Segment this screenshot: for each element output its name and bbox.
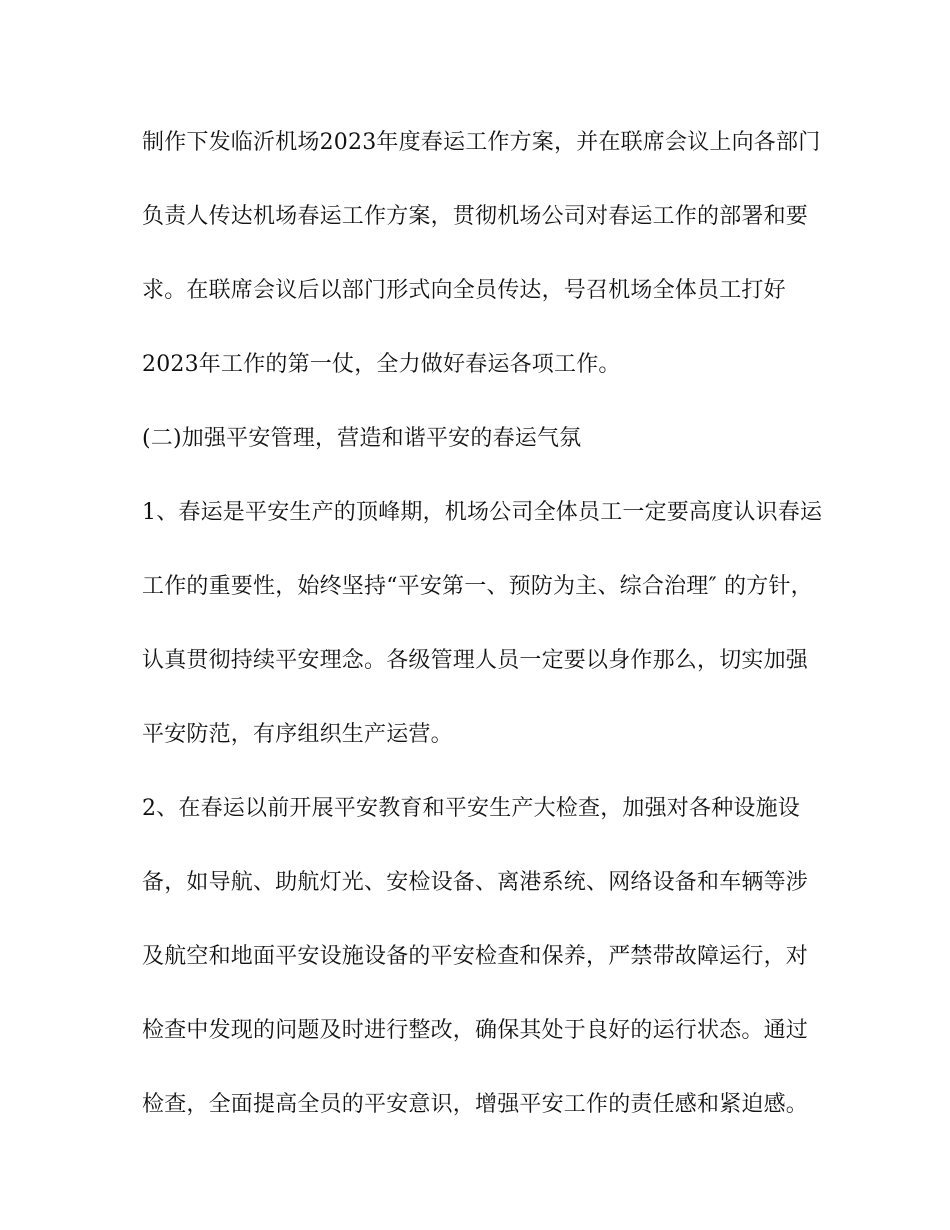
text-line: 制作下发临沂机场2023年度春运工作方案，并在联席会议上向各部门 <box>142 130 821 155</box>
text-line: 平安防范，有序组织生产运营。 <box>142 722 453 747</box>
text-line: 2023年工作的第一仗，全力做好春运各项工作。 <box>142 352 621 377</box>
text-line: 负责人传达机场春运工作方案，贯彻机场公司对春运工作的部署和要 <box>142 204 809 229</box>
text-line: 备，如导航、助航灯光、安检设备、离港系统、网络设备和车辆等涉 <box>142 870 809 895</box>
text-line: 求。在联席会议后以部门形式向全员传达，号召机场全体员工打好 <box>142 278 786 303</box>
text-line: 及航空和地面平安设施设备的平安检查和保养，严禁带故障运行，对 <box>142 944 809 969</box>
text-line: 检查，全面提高全员的平安意识，增强平安工作的责任感和紧迫感。 <box>142 1092 809 1117</box>
text-line: 认真贯彻持续平安理念。各级管理人员一定要以身作那么，切实加强 <box>142 648 809 673</box>
text-line: 工作的重要性，始终坚持“平安第一、预防为主、综合治理″ 的方针， <box>142 574 813 599</box>
text-line: 2、在春运以前开展平安教育和平安生产大检查，加强对各种设施设 <box>142 796 800 821</box>
text-line: 1、春运是平安生产的顶峰期，机场公司全体员工一定要高度认识春运 <box>142 500 823 525</box>
section-heading: (二)加强平安管理，营造和谐平安的春运气氛 <box>142 426 582 451</box>
text-line: 检查中发现的问题及时进行整改，确保其处于良好的运行状态。通过 <box>142 1018 809 1043</box>
